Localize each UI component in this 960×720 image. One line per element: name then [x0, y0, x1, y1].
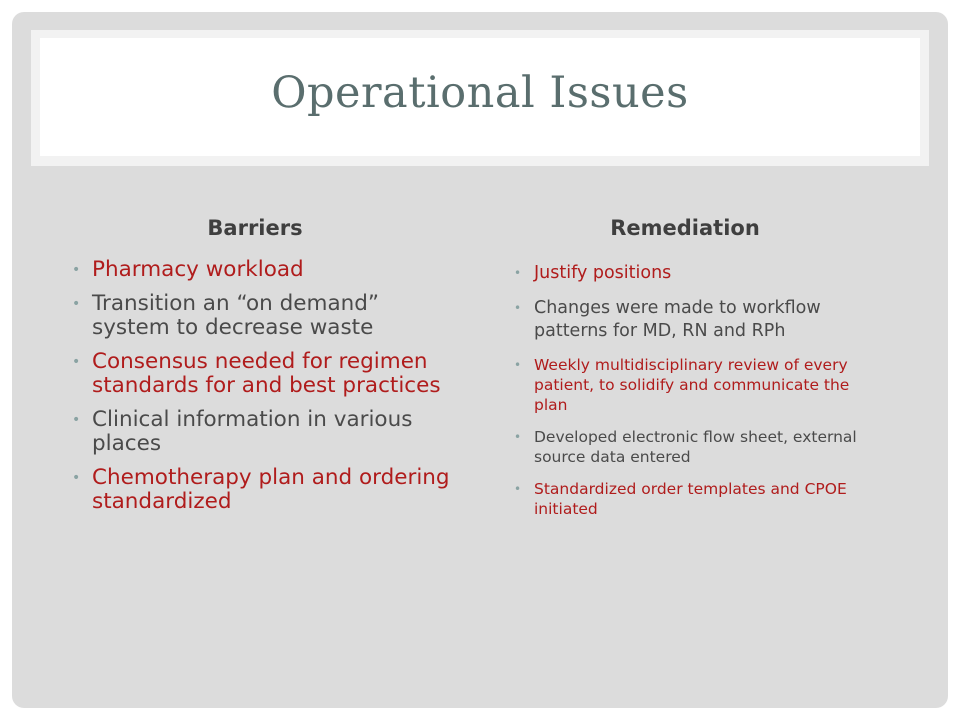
remediation-item — [514, 262, 884, 285]
bullet-icon: • — [72, 354, 81, 370]
bullet-icon: • — [72, 262, 81, 278]
remediation-item — [514, 479, 884, 519]
bullet-icon: • — [514, 482, 522, 496]
barrier-item — [72, 350, 462, 398]
barrier-text: Pharmacy workload — [92, 257, 304, 282]
barrier-text: Transition an “on demand” system to decrease waste — [92, 291, 380, 340]
remediation-text: Standardized order templates and CPOE initiated — [534, 480, 847, 518]
remediation-text: Developed electronic flow sheet, external source data entered — [534, 428, 857, 466]
remediation-list — [514, 262, 884, 531]
barrier-text: Consensus needed for regimen standards for and best practices — [92, 349, 441, 398]
barrier-item — [72, 466, 462, 514]
remediation-text: Weekly multidisciplinary review of every patient, to solidify and communicate the plan — [534, 356, 850, 414]
bullet-icon: • — [514, 301, 522, 315]
slide-title: Operational Issues — [271, 68, 689, 118]
barrier-item — [72, 292, 462, 340]
bullet-icon: • — [514, 266, 522, 280]
remediation-item — [514, 355, 884, 415]
barrier-text: Chemotherapy plan and ordering standardized — [92, 465, 450, 514]
remediation-item — [514, 427, 884, 467]
remediation-item — [514, 297, 884, 343]
bullet-icon: • — [72, 470, 81, 486]
barrier-text: Clinical information in various places — [92, 407, 413, 456]
remediation-heading: Remediation — [610, 216, 760, 240]
barriers-list — [72, 258, 462, 524]
barrier-item — [72, 408, 462, 456]
bullet-icon: • — [72, 412, 81, 428]
barrier-item — [72, 258, 462, 282]
bullet-icon: • — [514, 358, 522, 372]
bullet-icon: • — [514, 430, 522, 444]
title-band — [31, 30, 929, 166]
remediation-text: Justify positions — [534, 263, 672, 283]
barriers-heading: Barriers — [207, 216, 303, 240]
bullet-icon: • — [72, 296, 81, 312]
remediation-text: Changes were made to workflow patterns for MD, RN and RPh — [534, 298, 821, 341]
title-box — [40, 38, 920, 156]
